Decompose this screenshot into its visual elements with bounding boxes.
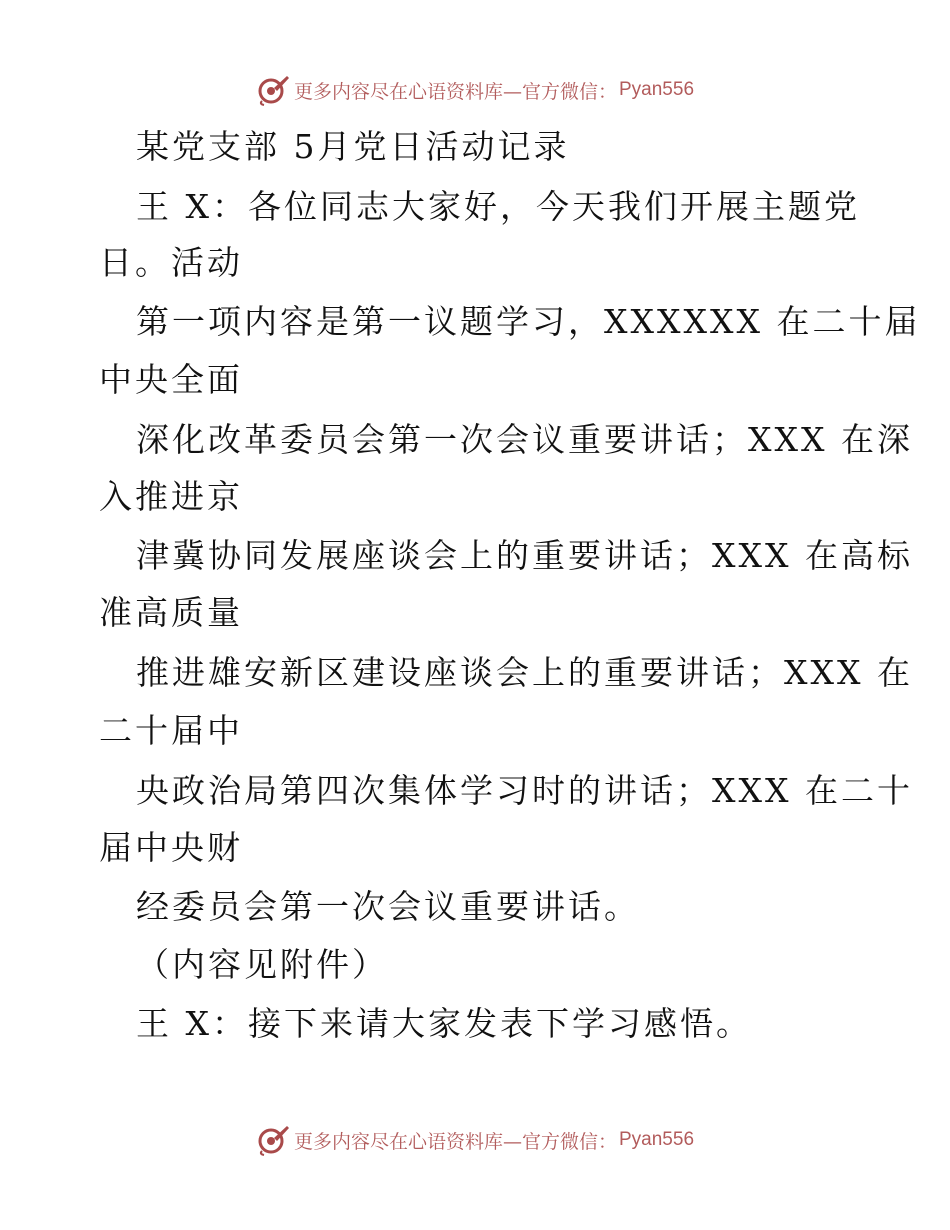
paragraph-line: 中央全面 [99,360,243,399]
paragraph-line: 日。活动 [99,243,243,282]
paragraph-line: 深化改革委员会第一次会议重要讲话；XXX 在深 [136,420,913,459]
paragraph-line: 准高质量 [99,593,243,632]
watermark-id: Pyan556 [619,79,695,100]
watermark-footer [0,1120,950,1160]
watermark-text: 更多内容尽在心语资料库—官方微信： [293,1130,617,1153]
paragraph-line: 推进雄安新区建设座谈会上的重要讲话；XXX 在 [136,653,913,692]
document-title: 某党支部 5月党日活动记录 [136,127,570,166]
paragraph-line: 津冀协同发展座谈会上的重要讲话；XXX 在高标 [136,536,913,575]
watermark-text: 更多内容尽在心语资料库—官方微信： [293,80,617,103]
watermark-header [0,70,950,110]
paragraph-line: 经委员会第一次会议重要讲话。 [136,887,640,926]
paragraph-line: 二十届中 [99,711,243,750]
paragraph-line: 入推进京 [99,477,243,516]
paragraph-line: 央政治局第四次集体学习时的讲话；XXX 在二十 [136,771,913,810]
paragraph-line: 王 X：各位同志大家好，今天我们开展主题党 [136,187,860,226]
pen-circle-logo-icon [256,73,290,107]
paragraph-line: 第一项内容是第一议题学习，XXXXXX 在二十届 [136,302,921,341]
paragraph-line: 届中央财 [99,828,243,867]
paragraph-line: （内容见附件） [136,945,388,984]
paragraph-line: 王 X：接下来请大家发表下学习感悟。 [136,1004,752,1043]
watermark-id: Pyan556 [619,1129,695,1150]
pen-circle-logo-icon [256,1123,290,1157]
